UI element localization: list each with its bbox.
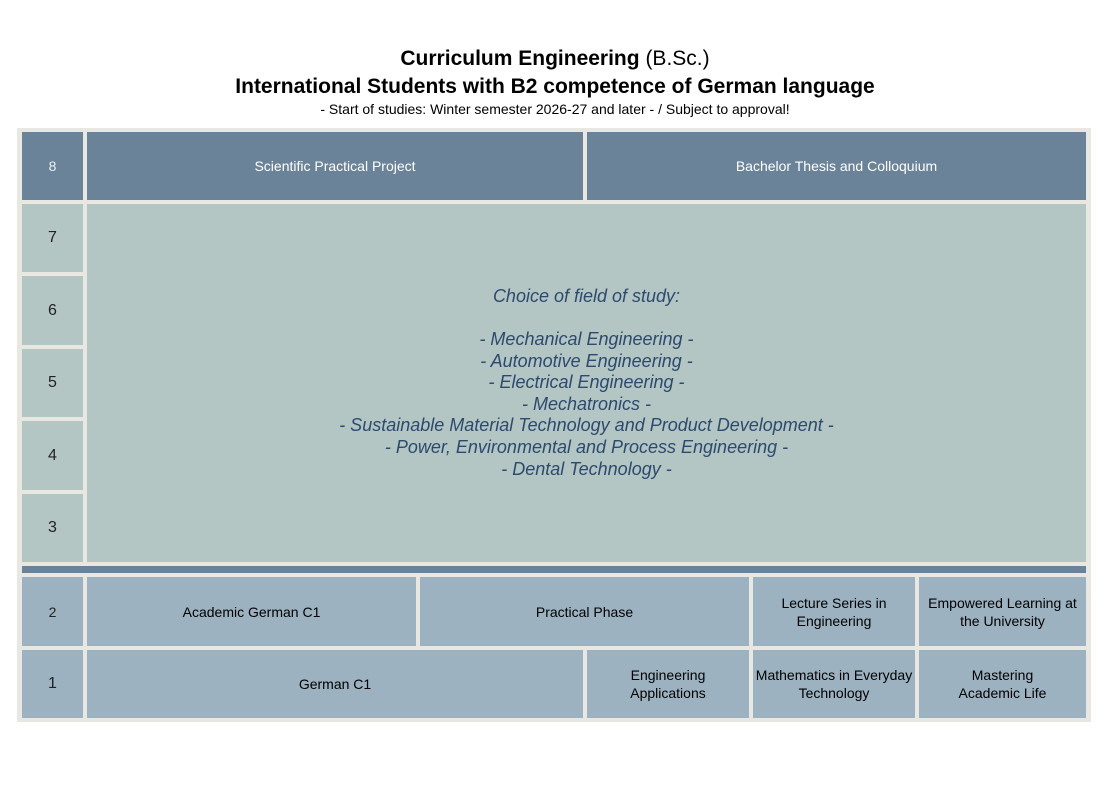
page-title — [0, 47, 1110, 71]
semester-4-label: 4 — [22, 421, 83, 490]
semester-8-label: 8 — [22, 132, 83, 200]
scientific-practical-project: Scientific Practical Project — [87, 132, 583, 200]
semester-6-label: 6 — [22, 276, 83, 345]
academic-german-c1: Academic German C1 — [87, 577, 416, 646]
page-subtitle: International Students with B2 competence of German language — [235, 75, 875, 98]
field-option: - Mechatronics - — [521, 393, 652, 414]
title-degree: (B.Sc.) — [645, 47, 710, 70]
lecture-series: Lecture Series in Engineering — [753, 577, 915, 646]
german-c1: German C1 — [87, 650, 583, 718]
field-option: - Dental Technology - — [501, 458, 672, 479]
field-option: - Power, Environmental and Process Engineering - — [384, 436, 789, 457]
field-option: - Mechanical Engineering - — [479, 329, 694, 350]
field-option: - Electrical Engineering - — [488, 372, 685, 393]
semester-1-label: 1 — [22, 650, 83, 718]
curriculum-grid — [17, 128, 1091, 722]
bachelor-thesis: Bachelor Thesis and Colloquium — [587, 132, 1086, 200]
start-note: - Start of studies: Winter semester 2026-27 and later - / Subject to approval! — [320, 101, 790, 117]
engineering-applications: Engineering Applications — [587, 650, 749, 718]
field-of-study-block — [87, 204, 1086, 562]
mathematics-everyday-technology: Mathematics in Everyday Technology — [753, 650, 915, 718]
separator-bar — [22, 566, 1086, 573]
title-bold: Curriculum Engineering — [400, 47, 640, 70]
semester-3-label: 3 — [22, 494, 83, 562]
field-option: - Sustainable Material Technology and Product Development - — [339, 415, 834, 436]
semester-2-label: 2 — [22, 577, 83, 646]
field-of-study-heading: Choice of field of study: — [492, 285, 681, 306]
semester-5-label: 5 — [22, 349, 83, 417]
empowered-learning: Empowered Learning at the University — [919, 577, 1086, 646]
semester-7-label: 7 — [22, 204, 83, 272]
practical-phase: Practical Phase — [420, 577, 749, 646]
mastering-academic-life: Mastering Academic Life — [919, 650, 1086, 718]
field-option: - Automotive Engineering - — [480, 350, 693, 371]
